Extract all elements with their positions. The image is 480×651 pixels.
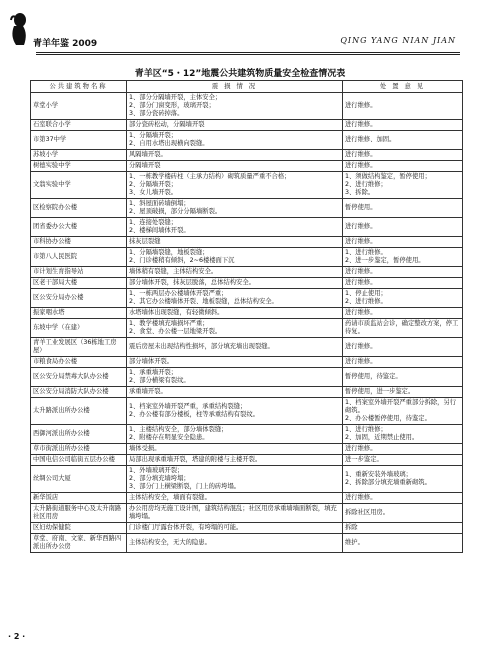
damage-cell <box>127 289 343 308</box>
opinion-cell <box>343 120 463 131</box>
opinion-cell <box>343 425 463 444</box>
damage-cell <box>127 172 343 199</box>
table-row <box>31 425 463 444</box>
damage-cell <box>127 523 343 534</box>
opinion-line: 维护。 <box>345 539 364 546</box>
damage-line: 1、教学楼填充墙损坏严重； <box>129 320 209 327</box>
damage-line: 2、楼梯间墙体开裂。 <box>129 227 190 234</box>
opinion-cell <box>343 161 463 172</box>
table-row <box>31 319 463 338</box>
table-row <box>31 93 463 120</box>
table-row <box>31 267 463 278</box>
building-name-cell: 振家咽水塔 <box>31 308 127 319</box>
building-name-cell: 区公安分局禁毒大队办公楼 <box>31 368 127 387</box>
damage-line: 1、斜屋面砖墙倒塌； <box>129 200 190 207</box>
opinion-line: 进行维修。 <box>345 223 377 230</box>
damage-line: 3、部分瓷砖掉落。 <box>129 110 184 117</box>
header-opinion: 处 置 意 见 <box>343 81 463 93</box>
damage-line: 分隔墙开裂 <box>129 162 161 169</box>
yearbook-latin-title: QING YANG NIAN JIAN <box>340 36 456 45</box>
table-row <box>31 523 463 534</box>
opinion-line: 进行维修。 <box>345 309 377 316</box>
table-row <box>31 172 463 199</box>
table-row <box>31 534 463 553</box>
damage-line: 震后房屋未出现结构性损坏，部分填充墙出现裂缝。 <box>129 343 274 350</box>
building-name-cell: 苏坡小学 <box>31 150 127 161</box>
damage-cell <box>127 131 343 150</box>
damage-cell <box>127 120 343 131</box>
table-row <box>31 218 463 237</box>
building-name-cell: 团省委办公大楼 <box>31 218 127 237</box>
damage-line: 2、自用水塔出现横向裂缝。 <box>129 140 209 147</box>
opinion-line: 1、停止使用； <box>345 290 387 297</box>
table-row <box>31 199 463 218</box>
table-row <box>31 455 463 466</box>
damage-line: 抹灰层裂缝 <box>129 238 161 245</box>
opinion-cell <box>343 93 463 120</box>
damage-line: 1、一栋两层办公楼墙体开裂严重； <box>129 290 228 297</box>
building-name-cell: 区检察院办公楼 <box>31 199 127 218</box>
damage-line: 2、办公楼有部分楼板，柱等承重结构有裂纹。 <box>129 411 259 418</box>
building-name-cell: 区公安分局消防大队办公楼 <box>31 387 127 398</box>
building-name-cell: 中国电信公司临街五层办公楼 <box>31 455 127 466</box>
opinion-line: 进行维修、加固。 <box>345 136 396 143</box>
building-name-cell: 东坡中学（在建） <box>31 319 127 338</box>
building-name-cell: 市科协办公楼 <box>31 237 127 248</box>
opinion-line: 1、须做结构鉴定，暂停使用； <box>345 173 431 180</box>
building-name-cell: 文翁实验中学 <box>31 172 127 199</box>
opinion-line: 2、进一步鉴定，暂停使用。 <box>345 257 425 264</box>
damage-cell <box>127 387 343 398</box>
damage-line: 2、部分填充墙垮塌； <box>129 475 190 482</box>
opinion-cell <box>343 466 463 493</box>
opinion-line: 3、拆除。 <box>345 189 375 196</box>
table-header-row <box>31 81 463 93</box>
damage-cell <box>127 248 343 267</box>
damage-line: 2、其它办公楼墙体开裂、地板裂缝，总体结构安全。 <box>129 298 278 305</box>
building-name-cell: 市第37中学 <box>31 131 127 150</box>
building-name-cell: 草堂小学 <box>31 93 127 120</box>
opinion-line: 进行维修。 <box>345 162 377 169</box>
damage-cell <box>127 161 343 172</box>
table-row <box>31 289 463 308</box>
damage-cell <box>127 93 343 120</box>
damage-line: 部分墙体开裂。 <box>129 358 174 365</box>
opinion-cell <box>343 338 463 357</box>
ram-logo-icon <box>8 12 30 46</box>
damage-line: 2、食堂、办公楼一层地梁开裂。 <box>129 328 222 335</box>
opinion-line: 1、重新安装外墙玻璃； <box>345 471 412 478</box>
table-row <box>31 444 463 455</box>
table-row <box>31 338 463 357</box>
damage-line: 3、女儿墙开裂。 <box>129 189 178 196</box>
opinion-line: 进行维修。 <box>345 279 377 286</box>
opinion-line: 进行维修。 <box>345 121 377 128</box>
damage-cell <box>127 199 343 218</box>
damage-line: 2、分隔墙开裂； <box>129 181 178 188</box>
damage-cell <box>127 278 343 289</box>
damage-line: 1、档案室外墙开裂严重，承重结构裂缝； <box>129 403 247 410</box>
building-name-cell: 太升路街道服务中心及太升南路社区用房 <box>31 504 127 523</box>
damage-line: 风隔墙开裂。 <box>129 151 167 158</box>
damage-cell <box>127 493 343 504</box>
damage-line: 主体结构安全，无大的隐患。 <box>129 539 211 546</box>
opinion-cell <box>343 534 463 553</box>
damage-cell <box>127 425 343 444</box>
opinion-line: 进行维修。 <box>345 445 377 452</box>
damage-cell <box>127 237 343 248</box>
opinion-line: 进行维修。 <box>345 494 377 501</box>
opinion-cell <box>343 493 463 504</box>
opinion-line: 进行维修。 <box>345 151 377 158</box>
damage-line: 墙体受损。 <box>129 445 161 452</box>
table-row <box>31 308 463 319</box>
opinion-line: 2、进行维修。 <box>345 298 387 305</box>
opinion-cell <box>343 131 463 150</box>
header-building-name: 公共建筑物名称 <box>31 81 127 93</box>
damage-line: 1、部分分隔墙开裂，主体安全； <box>129 94 222 101</box>
damage-line: 1、一栋教学楼砖柱（主承力结构）砌筑质量严重不合格； <box>129 173 291 180</box>
opinion-cell <box>343 150 463 161</box>
damage-line: 1、分隔墙裂缝，地板裂缝； <box>129 249 209 256</box>
opinion-line: 2、进行维修； <box>345 181 387 188</box>
table-row <box>31 493 463 504</box>
table-row <box>31 357 463 368</box>
table-row <box>31 237 463 248</box>
opinion-line: 进行维修。 <box>345 268 377 275</box>
damage-line: 1、连接处裂缝； <box>129 219 178 226</box>
building-name-cell: 区公安分局办公楼 <box>31 289 127 308</box>
opinion-cell <box>343 357 463 368</box>
inspection-table <box>30 80 463 553</box>
opinion-cell <box>343 504 463 523</box>
damage-cell <box>127 444 343 455</box>
opinion-line: 2、办公楼暂停使用，待鉴定。 <box>345 415 431 422</box>
damage-cell <box>127 357 343 368</box>
building-name-cell: 区老干部局大楼 <box>31 278 127 289</box>
opinion-cell <box>343 199 463 218</box>
building-name-cell: 新华饭店 <box>31 493 127 504</box>
opinion-line: 1、进行维修； <box>345 426 387 433</box>
building-name-cell: 青羊工业发展区（36栋地工房屋） <box>31 338 127 357</box>
damage-line: 承重墙开裂。 <box>129 388 167 395</box>
damage-cell <box>127 534 343 553</box>
table-row <box>31 368 463 387</box>
building-name-cell: 树德实验中学 <box>31 161 127 172</box>
damage-line: 办公用房均无施工设计图，建筑结构混乱；社区用房承重墙墙面断裂，填充墙垮塌。 <box>129 505 337 520</box>
damage-line: 墙体稍有裂缝，主体结构安全。 <box>129 268 218 275</box>
opinion-line: 进行维修。 <box>345 358 377 365</box>
opinion-cell <box>343 237 463 248</box>
damage-cell <box>127 319 343 338</box>
building-name-cell: 石室联合小学 <box>31 120 127 131</box>
damage-cell <box>127 455 343 466</box>
opinion-line: 进行维修。 <box>345 343 377 350</box>
damage-line: 2、门诊楼稍有倾斜，2~6楼楼面下沉 <box>129 257 235 264</box>
building-name-cell: 草堂、府南、文家、新华西路四派出所办公房 <box>31 534 127 553</box>
opinion-line: 2、拆除部分填充墙重新砌筑。 <box>345 479 431 486</box>
opinion-cell <box>343 172 463 199</box>
damage-line: 部分墙体开裂，抹灰层脱落，总体结构安全。 <box>129 279 255 286</box>
opinion-cell <box>343 267 463 278</box>
opinion-cell <box>343 278 463 289</box>
opinion-cell <box>343 444 463 455</box>
table-row <box>31 398 463 425</box>
damage-cell <box>127 308 343 319</box>
opinion-line: 暂停使用，进一步鉴定。 <box>345 388 415 395</box>
opinion-cell <box>343 218 463 237</box>
opinion-cell <box>343 398 463 425</box>
opinion-cell <box>343 289 463 308</box>
damage-line: 门诊楼门厅露台体开裂，有垮塌的可能。 <box>129 524 243 531</box>
damage-cell <box>127 368 343 387</box>
opinion-line: 1、进行维修。 <box>345 249 387 256</box>
yearbook-logo-text: 青羊年鉴 2009 <box>33 39 98 49</box>
damage-line: 主体结构安全，墙面有裂缝。 <box>129 494 211 501</box>
table-row <box>31 248 463 267</box>
building-name-cell: 区妇幼保健院 <box>31 523 127 534</box>
table-row <box>31 466 463 493</box>
opinion-cell <box>343 455 463 466</box>
building-name-cell: 草市街派出所办公楼 <box>31 444 127 455</box>
damage-cell <box>127 218 343 237</box>
damage-cell <box>127 504 343 523</box>
page-header <box>0 0 480 58</box>
building-name-cell: 西御河派出所办公楼 <box>31 425 127 444</box>
damage-line: 3、部分门上横梁断裂，门上的砖垮塌。 <box>129 483 241 490</box>
damage-cell <box>127 338 343 357</box>
table-row <box>31 150 463 161</box>
damage-line: 2、部分门窗变形，玻璃开裂； <box>129 102 215 109</box>
damage-line: 1、外墙玻璃开裂； <box>129 467 184 474</box>
opinion-line: 拆除 <box>345 524 358 531</box>
building-name-cell: 市计划生育指导站 <box>31 267 127 278</box>
page-number: · 2 · <box>8 632 26 641</box>
table-row <box>31 278 463 289</box>
damage-line: 2、屋顶破损，部分分隔墙断裂。 <box>129 208 222 215</box>
building-name-cell: 太升路派出所办公楼 <box>31 398 127 425</box>
table-row <box>31 120 463 131</box>
damage-line: 部分瓷砖松动，分隔墙开裂 <box>129 121 205 128</box>
opinion-cell <box>343 319 463 338</box>
header-divider <box>36 52 460 55</box>
damage-line: 1、主楼结构安全，部分墙体裂缝； <box>129 426 228 433</box>
document-title: 青羊区“5・12”地震公共建筑物质量安全检查情况表 <box>134 69 346 79</box>
opinion-cell <box>343 523 463 534</box>
damage-cell <box>127 466 343 493</box>
header-damage: 震 损 情 况 <box>127 81 343 93</box>
opinion-line: 拆除社区用房。 <box>345 509 390 516</box>
opinion-cell <box>343 248 463 267</box>
damage-line: 2、附楼存在明显安全隐患。 <box>129 434 209 441</box>
opinion-line: 进行维修。 <box>345 238 377 245</box>
damage-line: 2、部分横梁有裂纹。 <box>129 377 190 384</box>
opinion-cell <box>343 308 463 319</box>
opinion-line: 2、加固，近期禁止使用。 <box>345 434 419 441</box>
damage-line: 水塔墙体出现裂缝，有轻微倾斜。 <box>129 309 224 316</box>
building-name-cell: 市第八人民医院 <box>31 248 127 267</box>
damage-cell <box>127 150 343 161</box>
table-row <box>31 161 463 172</box>
damage-cell <box>127 398 343 425</box>
table-row <box>31 504 463 523</box>
opinion-line: 药请市质监站会诊，确定整改方案，停工待复。 <box>345 320 459 335</box>
opinion-cell <box>343 387 463 398</box>
damage-line: 1、承重墙开裂； <box>129 369 178 376</box>
damage-line: 局部出现承重墙开裂，塔建的附楼与主楼开裂。 <box>129 456 262 463</box>
building-name-cell: 市粮食局办公楼 <box>31 357 127 368</box>
opinion-line: 进行维修。 <box>345 102 377 109</box>
opinion-cell <box>343 368 463 387</box>
opinion-line: 1、档案室外墙开裂严重部分拆除，另行砌筑。 <box>345 399 457 414</box>
opinion-line: 进一步鉴定。 <box>345 456 383 463</box>
table-row <box>31 387 463 398</box>
damage-line: 1、分隔墙开裂； <box>129 132 178 139</box>
damage-cell <box>127 267 343 278</box>
opinion-line: 暂停使用，待鉴定。 <box>345 373 402 380</box>
table-row <box>31 131 463 150</box>
opinion-line: 暂停使用。 <box>345 204 377 211</box>
building-name-cell: 丝绸公司大厦 <box>31 466 127 493</box>
